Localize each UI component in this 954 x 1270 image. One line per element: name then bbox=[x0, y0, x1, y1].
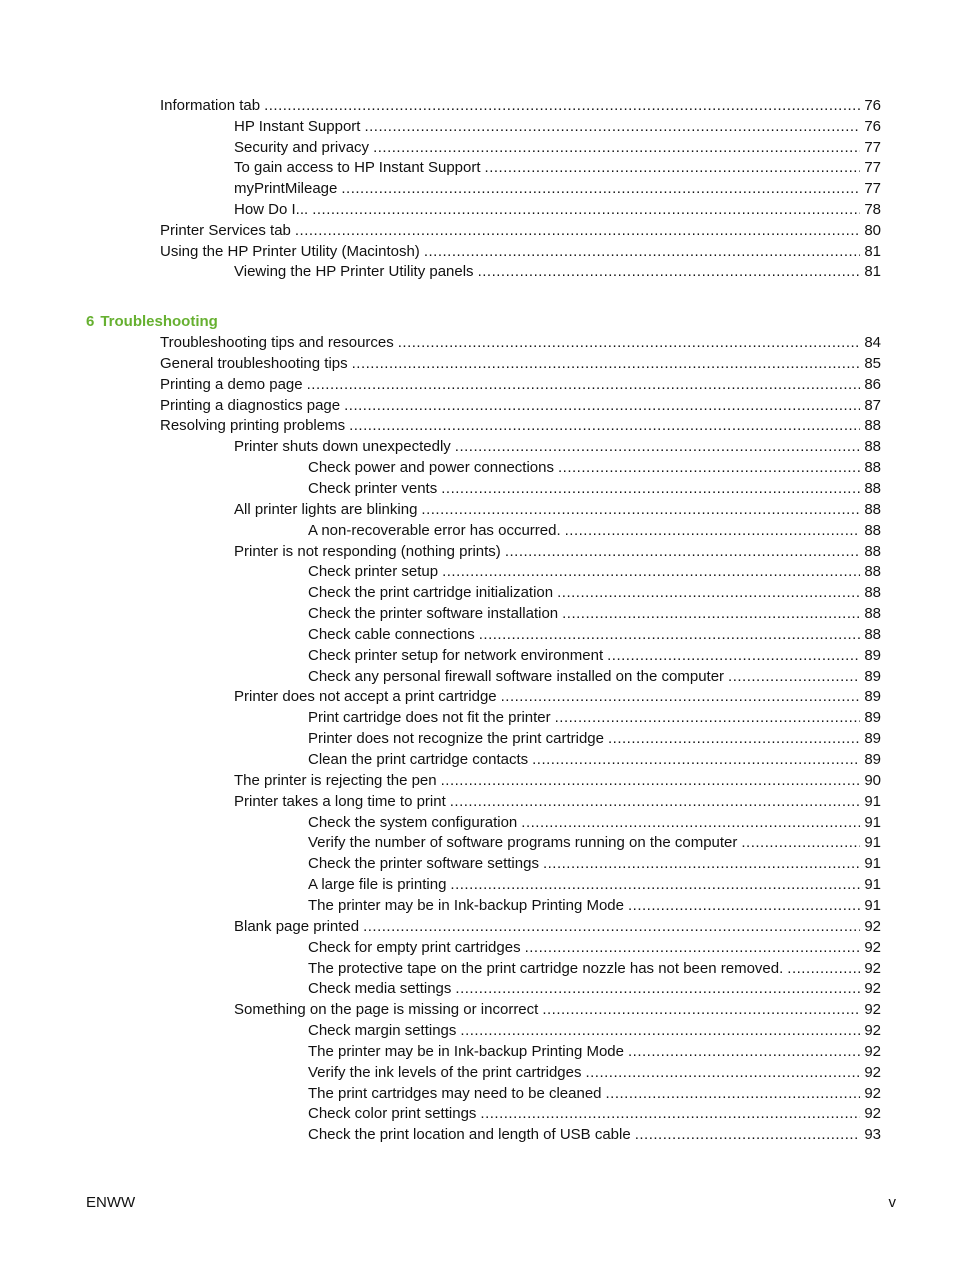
toc-entry[interactable] bbox=[308, 604, 881, 624]
toc-entry-title: Check media settings bbox=[308, 980, 452, 998]
toc-entry[interactable] bbox=[308, 479, 881, 499]
toc-entry-page-number: 88 bbox=[864, 521, 881, 539]
toc-entry-title: Resolving printing problems bbox=[160, 417, 346, 435]
dot-leader bbox=[562, 604, 860, 624]
toc-entry-page-number: 89 bbox=[864, 646, 881, 664]
dot-leader bbox=[608, 729, 860, 749]
toc-entry[interactable] bbox=[160, 242, 881, 262]
toc-entry-page-number: 92 bbox=[864, 917, 881, 935]
toc-entry-page-number: 91 bbox=[864, 855, 881, 873]
dot-leader bbox=[525, 938, 861, 958]
toc-entry-page-number: 89 bbox=[864, 751, 881, 768]
dot-leader bbox=[363, 917, 860, 937]
toc-entry[interactable] bbox=[308, 750, 881, 770]
toc-entry-title: Information tab bbox=[160, 97, 261, 114]
toc-entry-page-number: 77 bbox=[864, 138, 881, 156]
toc-entry-title: Printer does not recognize the print cartridge bbox=[308, 730, 604, 748]
toc-entry-title: Check for empty print cartridges bbox=[308, 938, 521, 956]
toc-entry-title: Check printer setup for network environment bbox=[308, 646, 604, 664]
toc-entry-title: How Do I... bbox=[234, 201, 309, 218]
dot-leader bbox=[557, 583, 860, 603]
toc-entry-page-number: 78 bbox=[864, 201, 881, 218]
toc-entry[interactable] bbox=[234, 262, 881, 282]
dot-leader bbox=[424, 242, 861, 262]
dot-leader bbox=[480, 1104, 860, 1124]
toc-entry-page-number: 88 bbox=[864, 605, 881, 623]
dot-leader bbox=[450, 875, 860, 895]
dot-leader bbox=[450, 792, 861, 812]
toc-entry-title: Printer takes a long time to print bbox=[234, 792, 446, 810]
dot-leader bbox=[295, 221, 860, 241]
chapter-title: Troubleshooting bbox=[100, 313, 218, 330]
toc-entry-title: Using the HP Printer Utility (Macintosh) bbox=[160, 242, 420, 260]
toc-entry-title: Check the system configuration bbox=[308, 813, 518, 831]
toc-entry-page-number: 81 bbox=[864, 242, 881, 260]
toc-entry[interactable] bbox=[308, 1084, 881, 1104]
toc-entry[interactable] bbox=[160, 354, 881, 374]
toc-entry-title: A non-recoverable error has occurred. bbox=[308, 521, 561, 539]
toc-entry[interactable] bbox=[308, 729, 881, 749]
toc-entry-title: Check printer setup bbox=[308, 563, 439, 581]
toc-entry-page-number: 91 bbox=[864, 813, 881, 831]
toc-entry-page-number: 76 bbox=[864, 117, 881, 135]
toc-entry[interactable] bbox=[160, 333, 881, 353]
toc-entry-title: The print cartridges may need to be cleaned bbox=[308, 1084, 602, 1102]
footer-page-number: v bbox=[888, 1194, 896, 1211]
dot-leader bbox=[341, 179, 860, 199]
toc-entry-title: Troubleshooting tips and resources bbox=[160, 334, 394, 351]
toc-entry[interactable] bbox=[308, 979, 881, 999]
toc-entry-title: Check the printer software settings bbox=[308, 855, 539, 873]
toc-entry-page-number: 92 bbox=[864, 980, 881, 998]
toc-entry-page-number: 92 bbox=[864, 1001, 881, 1019]
toc-entry-title: To gain access to HP Instant Support bbox=[234, 159, 481, 177]
toc-entry-page-number: 88 bbox=[864, 625, 881, 643]
toc-entry[interactable] bbox=[308, 667, 881, 687]
toc-entry-title: Check power and power connections bbox=[308, 459, 554, 477]
dot-leader bbox=[628, 896, 860, 916]
toc-entry-page-number: 90 bbox=[864, 771, 881, 789]
toc-entry-title: Verify the number of software programs running on the computer bbox=[308, 834, 738, 852]
toc-entry-title: Check any personal firewall software installed on the computer bbox=[308, 667, 725, 685]
dot-leader bbox=[543, 854, 860, 874]
dot-leader bbox=[460, 1021, 860, 1041]
toc-entry-page-number: 77 bbox=[864, 180, 881, 198]
dot-leader bbox=[532, 750, 860, 770]
toc-entry[interactable] bbox=[308, 959, 881, 979]
toc-entry-page-number: 88 bbox=[864, 417, 881, 435]
toc-entry-page-number: 89 bbox=[864, 688, 881, 706]
toc-entry-page-number: 88 bbox=[864, 500, 881, 518]
dot-leader bbox=[455, 437, 861, 457]
toc-entry-title: Check the print cartridge initialization bbox=[308, 584, 554, 602]
toc-entry-title: The protective tape on the print cartridge nozzle has not been removed. bbox=[308, 959, 784, 977]
toc-entry[interactable] bbox=[234, 771, 881, 791]
toc-entry-page-number: 81 bbox=[864, 263, 881, 281]
toc-entry-title: Printer shuts down unexpectedly bbox=[234, 438, 451, 456]
toc-entry[interactable] bbox=[160, 416, 881, 436]
toc-entry-title: myPrintMileage bbox=[234, 180, 338, 198]
dot-leader bbox=[478, 262, 861, 282]
toc-entry-page-number: 92 bbox=[864, 1105, 881, 1123]
toc-entry-title: General troubleshooting tips bbox=[160, 354, 348, 372]
toc-entry-title: Printing a diagnostics page bbox=[160, 396, 341, 414]
dot-leader bbox=[542, 1000, 860, 1020]
toc-entry[interactable] bbox=[160, 96, 881, 116]
toc-entry-page-number: 93 bbox=[864, 1126, 881, 1144]
toc-entry[interactable] bbox=[234, 1000, 881, 1020]
toc-entry-title: Check cable connections bbox=[308, 625, 475, 643]
dot-leader bbox=[628, 1042, 860, 1062]
dot-leader bbox=[728, 667, 860, 687]
dot-leader bbox=[607, 646, 860, 666]
toc-entry[interactable] bbox=[308, 625, 881, 645]
toc-entry-title: Check printer vents bbox=[308, 479, 438, 497]
toc-entry[interactable] bbox=[234, 500, 881, 520]
dot-leader bbox=[344, 396, 860, 416]
dot-leader bbox=[421, 500, 860, 520]
toc-entry[interactable] bbox=[308, 708, 881, 728]
dot-leader bbox=[635, 1125, 861, 1145]
toc-entry-title: Check margin settings bbox=[308, 1022, 457, 1040]
chapter-number: 6 bbox=[86, 313, 95, 330]
toc-entry-page-number: 84 bbox=[864, 334, 881, 351]
toc-entry-page-number: 77 bbox=[864, 159, 881, 177]
dot-leader bbox=[585, 1063, 860, 1083]
toc-entry[interactable] bbox=[234, 138, 881, 158]
dot-leader bbox=[264, 96, 860, 116]
toc-entry-page-number: 91 bbox=[864, 876, 881, 894]
dot-leader bbox=[606, 1084, 861, 1104]
toc-entry-page-number: 86 bbox=[864, 375, 881, 393]
toc-entry-page-number: 87 bbox=[864, 396, 881, 414]
toc-entry-title: The printer may be in Ink-backup Printing Mode bbox=[308, 896, 624, 914]
toc-entry-title: Printing a demo page bbox=[160, 375, 303, 393]
toc-entry[interactable] bbox=[308, 1104, 881, 1124]
toc-entry[interactable] bbox=[160, 221, 881, 241]
toc-entry-title: The printer is rejecting the pen bbox=[234, 771, 437, 789]
toc-entry[interactable] bbox=[308, 562, 881, 582]
toc-entry-page-number: 89 bbox=[864, 709, 881, 727]
toc-entry-title: Clean the print cartridge contacts bbox=[308, 751, 529, 768]
toc-entry[interactable] bbox=[234, 437, 881, 457]
toc-entry-title: Viewing the HP Printer Utility panels bbox=[234, 263, 474, 281]
toc-entry-title: Verify the ink levels of the print cartridges bbox=[308, 1063, 582, 1081]
toc-entry-page-number: 92 bbox=[864, 1084, 881, 1102]
dot-leader bbox=[373, 138, 860, 158]
toc-entry[interactable] bbox=[308, 1063, 881, 1083]
toc-entry-page-number: 89 bbox=[864, 667, 881, 685]
toc-entry-title: A large file is printing bbox=[308, 876, 447, 894]
dot-leader bbox=[441, 479, 860, 499]
dot-leader bbox=[441, 771, 861, 791]
toc-entry[interactable] bbox=[308, 583, 881, 603]
toc-entry-title: Printer does not accept a print cartridge bbox=[234, 688, 497, 706]
toc-entry-title: Printer Services tab bbox=[160, 221, 291, 239]
toc-entry[interactable] bbox=[234, 179, 881, 199]
toc-entry-title: Blank page printed bbox=[234, 917, 360, 935]
toc-entry-page-number: 88 bbox=[864, 479, 881, 497]
toc-entry[interactable] bbox=[160, 375, 881, 395]
toc-entry[interactable] bbox=[308, 875, 881, 895]
dot-leader bbox=[352, 354, 861, 374]
toc-entry-page-number: 91 bbox=[864, 834, 881, 852]
chapter-heading[interactable] bbox=[86, 312, 218, 332]
toc-entry-title: Print cartridge does not fit the printer bbox=[308, 709, 551, 727]
dot-leader bbox=[501, 687, 861, 707]
toc-entry[interactable] bbox=[308, 458, 881, 478]
toc-entry-page-number: 88 bbox=[864, 584, 881, 602]
dot-leader bbox=[565, 521, 861, 541]
toc-entry-page-number: 88 bbox=[864, 542, 881, 560]
toc-entry-title: Check the print location and length of USB cable bbox=[308, 1126, 631, 1144]
toc-entry[interactable] bbox=[234, 792, 881, 812]
toc-entry-page-number: 89 bbox=[864, 730, 881, 748]
toc-entry[interactable] bbox=[234, 542, 881, 562]
toc-entry[interactable] bbox=[308, 646, 881, 666]
dot-leader bbox=[485, 158, 861, 178]
toc-entry-title: Something on the page is missing or incorrect bbox=[234, 1001, 539, 1019]
dot-leader bbox=[455, 979, 860, 999]
toc-entry[interactable] bbox=[308, 1042, 881, 1062]
toc-entry[interactable] bbox=[234, 917, 881, 937]
toc-entry[interactable] bbox=[308, 833, 881, 853]
toc-entry[interactable] bbox=[234, 687, 881, 707]
toc-entry-page-number: 91 bbox=[864, 792, 881, 810]
dot-leader bbox=[787, 959, 860, 979]
dot-leader bbox=[479, 625, 861, 645]
dot-leader bbox=[505, 542, 861, 562]
dot-leader bbox=[521, 813, 860, 833]
dot-leader bbox=[307, 375, 861, 395]
dot-leader bbox=[442, 562, 860, 582]
toc-entry[interactable] bbox=[234, 158, 881, 178]
toc-entry-page-number: 80 bbox=[864, 221, 881, 239]
toc-entry-title: Check color print settings bbox=[308, 1105, 477, 1123]
toc-entry-title: Check the printer software installation bbox=[308, 605, 559, 623]
toc-entry-page-number: 92 bbox=[864, 1042, 881, 1060]
toc-entry-title: Security and privacy bbox=[234, 138, 370, 156]
toc-entry[interactable] bbox=[308, 521, 881, 541]
dot-leader bbox=[312, 200, 860, 220]
toc-entry[interactable] bbox=[234, 200, 881, 220]
dot-leader bbox=[364, 117, 860, 137]
toc-entry[interactable] bbox=[308, 1021, 881, 1041]
toc-entry[interactable] bbox=[308, 854, 881, 874]
toc-entry[interactable] bbox=[308, 896, 881, 916]
toc-entry-page-number: 88 bbox=[864, 459, 881, 477]
dot-leader bbox=[398, 333, 861, 353]
toc-entry-title: HP Instant Support bbox=[234, 117, 361, 135]
toc-entry-page-number: 76 bbox=[864, 97, 881, 114]
dot-leader bbox=[555, 708, 861, 728]
toc-entry-title: Printer is not responding (nothing prints) bbox=[234, 542, 501, 560]
toc-entry-page-number: 88 bbox=[864, 438, 881, 456]
toc-entry-page-number: 92 bbox=[864, 959, 881, 977]
dot-leader bbox=[741, 833, 860, 853]
toc-entry-title: The printer may be in Ink-backup Printing Mode bbox=[308, 1042, 624, 1060]
toc-entry[interactable] bbox=[308, 1125, 881, 1145]
toc-entry[interactable] bbox=[308, 813, 881, 833]
toc-entry[interactable] bbox=[160, 396, 881, 416]
toc-entry-page-number: 92 bbox=[864, 1022, 881, 1040]
toc-entry-title: All printer lights are blinking bbox=[234, 500, 418, 518]
toc-entry-page-number: 85 bbox=[864, 354, 881, 372]
dot-leader bbox=[349, 416, 860, 436]
dot-leader bbox=[558, 458, 860, 478]
footer-publication-code: ENWW bbox=[86, 1194, 136, 1211]
toc-entry[interactable] bbox=[308, 938, 881, 958]
toc-entry-page-number: 88 bbox=[864, 563, 881, 581]
toc-entry[interactable] bbox=[234, 117, 881, 137]
toc-entry-page-number: 92 bbox=[864, 938, 881, 956]
toc-entry-page-number: 92 bbox=[864, 1063, 881, 1081]
toc-entry-page-number: 91 bbox=[864, 896, 881, 914]
